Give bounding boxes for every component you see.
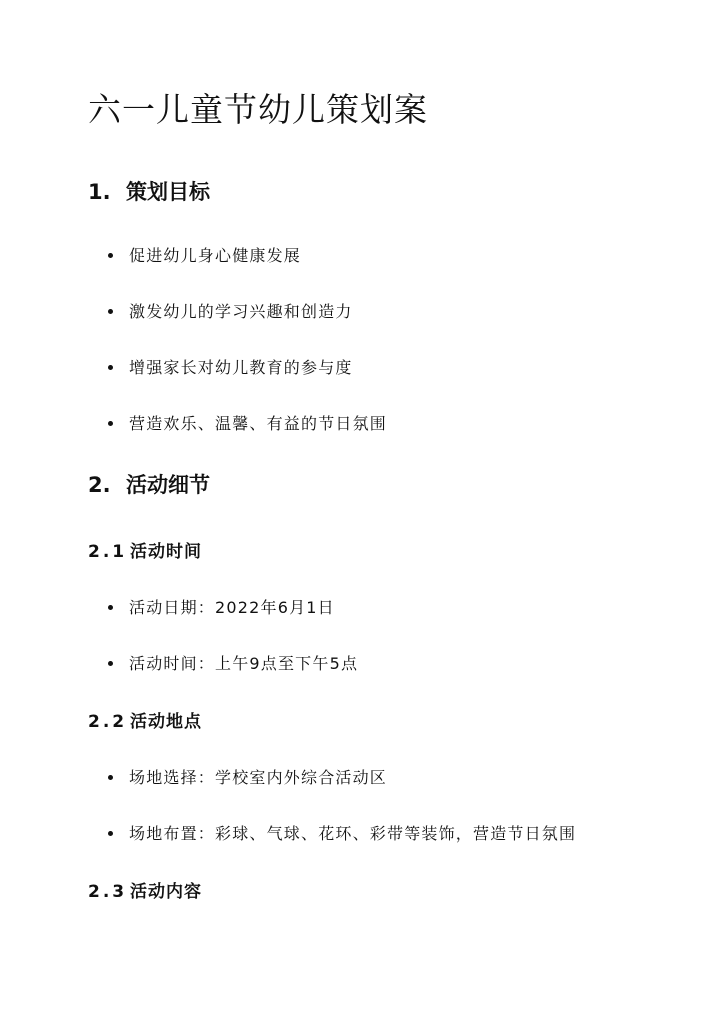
subsection-number: 2.3 [88, 882, 128, 902]
subsection-heading-content [88, 877, 202, 902]
section-title: 活动细节 [126, 473, 210, 497]
subsection-number: 2.2 [88, 712, 128, 732]
bullet-icon [108, 605, 113, 610]
subsection-title: 活动地点 [130, 712, 202, 732]
list-item: 激发幼儿的学习兴趣和创造力 [108, 299, 353, 322]
list-item: 促进幼儿身心健康发展 [108, 243, 301, 266]
bullet-icon [108, 831, 113, 836]
subsection-heading-location [88, 707, 202, 732]
bullet-icon [108, 775, 113, 780]
subsection-title: 活动内容 [130, 882, 202, 902]
bullet-icon [108, 661, 113, 666]
list-item: 活动时间：上午9点至下午5点 [108, 651, 358, 674]
section-number: 1. [88, 180, 111, 204]
section-heading-details [88, 469, 210, 499]
bullet-icon [108, 309, 113, 314]
section-title: 策划目标 [126, 180, 210, 204]
subsection-number: 2.1 [88, 542, 128, 562]
list-item: 活动日期：2022年6月1日 [108, 595, 335, 618]
bullet-icon [108, 421, 113, 426]
section-number: 2. [88, 473, 111, 497]
list-item: 增强家长对幼儿教育的参与度 [108, 355, 353, 378]
subsection-heading-time [88, 537, 202, 562]
list-item: 场地布置：彩球、气球、花环、彩带等装饰，营造节日氛围 [108, 821, 576, 844]
document-title: 六一儿童节幼儿策划案 [88, 90, 428, 129]
subsection-title: 活动时间 [130, 542, 202, 562]
bullet-icon [108, 253, 113, 258]
list-item: 营造欢乐、温馨、有益的节日氛围 [108, 411, 387, 434]
section-heading-goals [88, 176, 210, 206]
bullet-icon [108, 365, 113, 370]
list-item: 场地选择：学校室内外综合活动区 [108, 765, 387, 788]
